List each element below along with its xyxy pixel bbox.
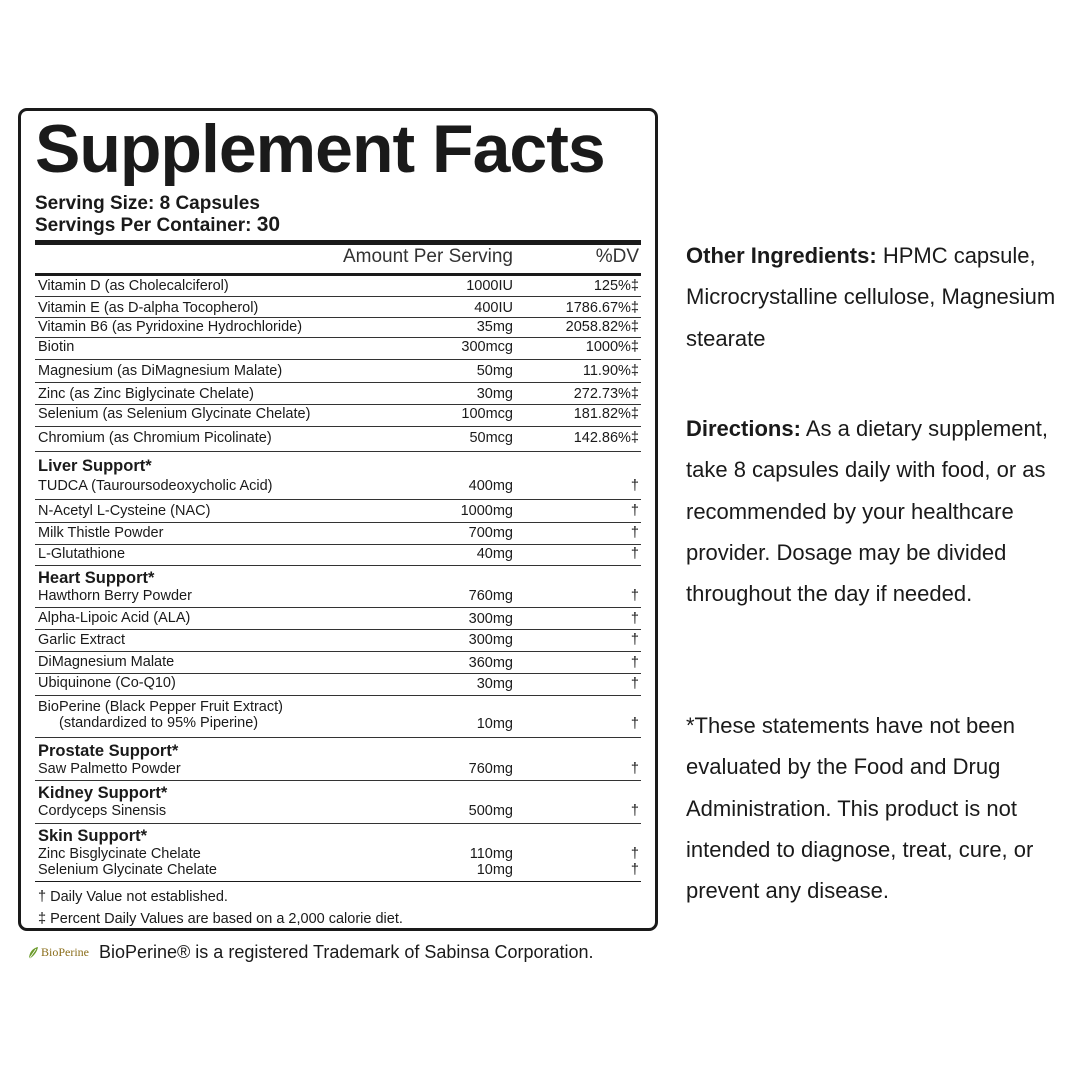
ingredient-name: L-Glutathione <box>38 546 126 562</box>
table-row <box>35 297 641 318</box>
ingredient-amount: 300mcg <box>461 339 513 355</box>
ingredient-dv: † <box>630 503 639 519</box>
serving-info <box>35 193 641 236</box>
ingredient-amount: 30mg <box>476 386 513 402</box>
ingredient-name: Alpha-Lipoic Acid (ALA) <box>38 610 191 626</box>
group-title: Heart Support* <box>38 569 155 587</box>
ingredient-name: Selenium Glycinate Chelate <box>38 862 217 878</box>
table-row <box>35 630 641 652</box>
ingredient-dv: † <box>630 655 639 671</box>
ingredient-amount: 1000mg <box>460 503 513 519</box>
group-title: Kidney Support* <box>38 784 168 802</box>
ingredient-dv: 1786.67%‡ <box>565 300 639 316</box>
ingredient-name: Vitamin E (as D-alpha Tocopherol) <box>38 300 259 316</box>
table-row <box>35 405 641 427</box>
ingredient-dv: † <box>630 716 639 732</box>
group-prostate-support <box>35 738 641 781</box>
trademark-text: BioPerine® is a registered Trademark of Sabinsa Corporation. <box>99 942 594 962</box>
ingredient-name: Milk Thistle Powder <box>38 525 164 541</box>
ingredient-dv: † <box>630 611 639 627</box>
group-liver-support <box>35 452 641 500</box>
table-row <box>35 360 641 383</box>
column-header <box>35 245 641 273</box>
ingredient-dv: 181.82%‡ <box>573 406 639 422</box>
ingredient-amount: 760mg <box>468 761 513 777</box>
ingredient-name: Garlic Extract <box>38 632 126 648</box>
servings-label: Servings Per Container: <box>35 215 252 236</box>
ingredient-dv: 125%‡ <box>593 278 639 294</box>
table-row <box>35 500 641 523</box>
servings-value: 30 <box>256 213 281 236</box>
table-row <box>35 523 641 545</box>
ingredient-dv: † <box>630 525 639 541</box>
ingredient-amount: 50mg <box>476 363 513 379</box>
ingredient-amount: 400IU <box>474 300 513 316</box>
ingredient-amount: 30mg <box>476 676 513 692</box>
ingredient-dv: † <box>630 478 639 494</box>
ingredient-amount: 35mg <box>476 319 513 335</box>
ingredient-name: DiMagnesium Malate <box>38 654 175 670</box>
table-row <box>35 545 641 566</box>
ingredient-amount: 300mg <box>468 611 513 627</box>
table-row <box>35 338 641 360</box>
panel-title: Supplement Facts <box>35 111 605 187</box>
ingredient-name: Vitamin B6 (as Pyridoxine Hydrochloride) <box>38 319 303 335</box>
servings-per-container <box>35 214 641 236</box>
ingredient-dv: 1000%‡ <box>585 339 639 355</box>
ingredient-amount: 10mg <box>476 716 513 732</box>
footnote-dagger: † Daily Value not established. <box>38 889 228 905</box>
bioperine-logo-text: BioPerine <box>41 945 89 959</box>
ingredient-name: Zinc (as Zinc Biglycinate Chelate) <box>38 386 254 402</box>
table-row <box>35 276 641 297</box>
table-row <box>35 652 641 674</box>
directions <box>686 408 1064 614</box>
ingredient-name: Hawthorn Berry Powder <box>38 588 192 604</box>
ingredient-name-note: (standardized to 95% Piperine) <box>59 715 259 731</box>
group-title: Liver Support* <box>38 457 152 475</box>
table-row-bioperine <box>35 696 641 738</box>
group-title: Skin Support* <box>38 827 148 845</box>
ingredient-amount: 10mg <box>476 862 513 878</box>
ingredient-name: TUDCA (Tauroursodeoxycholic Acid) <box>38 478 273 494</box>
ingredient-name: Magnesium (as DiMagnesium Malate) <box>38 363 283 379</box>
col-amount-label: Amount Per Serving <box>342 246 513 267</box>
directions-text: As a dietary supplement, take 8 capsules daily with food, or as recommended by your healthcare provider. Dosage may be divided throughout the day if needed. <box>686 416 1048 607</box>
directions-label: Directions: <box>686 416 801 441</box>
ingredient-dv: † <box>630 761 639 777</box>
ingredient-dv: † <box>630 546 639 562</box>
other-ingredients-label: Other Ingredients: <box>686 243 877 268</box>
serving-size-value: 8 Capsules <box>159 193 260 214</box>
disclaimer-text: *These statements have not been evaluated by the Food and Drug Administration. This product is not intended to diagnose, treat, cure, or prevent any disease. <box>686 713 1034 904</box>
col-dv-label: %DV <box>595 246 639 267</box>
leaf-icon <box>27 946 39 960</box>
group-title: Prostate Support* <box>38 742 179 760</box>
group-skin-support <box>35 824 641 882</box>
ingredient-amount: 1000IU <box>466 278 513 294</box>
ingredient-amount: 400mg <box>468 478 513 494</box>
ingredient-name: Saw Palmetto Powder <box>38 761 181 777</box>
fda-disclaimer <box>686 705 1064 911</box>
group-kidney-support <box>35 781 641 824</box>
ingredient-amount: 100mcg <box>461 406 513 422</box>
ingredient-dv: † <box>630 676 639 692</box>
other-ingredients <box>686 235 1071 359</box>
ingredient-name: Chromium (as Chromium Picolinate) <box>38 430 272 446</box>
ingredient-dv: † <box>630 588 639 604</box>
other-ingredients-text: HPMC capsule, Microcrystalline cellulose, Magnesium stearate <box>686 243 1056 351</box>
ingredient-name: Vitamin D (as Cholecalciferol) <box>38 278 229 294</box>
table-row <box>35 383 641 405</box>
bioperine-logo <box>27 945 89 960</box>
ingredient-name: N-Acetyl L-Cysteine (NAC) <box>38 503 211 519</box>
serving-size-label: Serving Size: <box>35 193 155 214</box>
ingredient-amount: 110mg <box>469 846 513 862</box>
ingredient-amount: 360mg <box>468 655 513 671</box>
supplement-facts-panel <box>18 108 658 931</box>
table-row <box>35 674 641 696</box>
ingredient-dv: † <box>630 803 639 819</box>
footnote-ddagger: ‡ Percent Daily Values are based on a 2,000 calorie diet. <box>38 911 403 927</box>
ingredient-dv: 142.86%‡ <box>573 430 639 446</box>
ingredient-name: Selenium (as Selenium Glycinate Chelate) <box>38 406 311 422</box>
ingredient-amount: 760mg <box>468 588 513 604</box>
ingredient-dv: † <box>630 632 639 648</box>
ingredient-amount: 700mg <box>468 525 513 541</box>
ingredient-dv: 11.90%‡ <box>582 363 639 379</box>
trademark-note <box>27 942 594 963</box>
ingredient-dv: † <box>630 862 639 878</box>
ingredient-dv: 2058.82%‡ <box>565 319 639 335</box>
group-heart-support <box>35 566 641 608</box>
table-row <box>35 318 641 338</box>
table-row <box>35 427 641 452</box>
ingredient-name: Cordyceps Sinensis <box>38 803 167 819</box>
ingredient-amount: 500mg <box>468 803 513 819</box>
ingredient-amount: 50mcg <box>469 430 513 446</box>
ingredient-name: Biotin <box>38 339 75 355</box>
ingredient-name: BioPerine (Black Pepper Fruit Extract) <box>38 699 283 715</box>
ingredient-amount: 40mg <box>476 546 513 562</box>
ingredient-dv: † <box>630 846 639 862</box>
table-row <box>35 608 641 630</box>
ingredient-dv: 272.73%‡ <box>573 386 639 402</box>
footnotes <box>35 882 641 932</box>
serving-size <box>35 193 641 214</box>
ingredient-amount: 300mg <box>468 632 513 648</box>
ingredient-name: Zinc Bisglycinate Chelate <box>38 846 201 862</box>
ingredient-name: Ubiquinone (Co-Q10) <box>38 675 176 691</box>
